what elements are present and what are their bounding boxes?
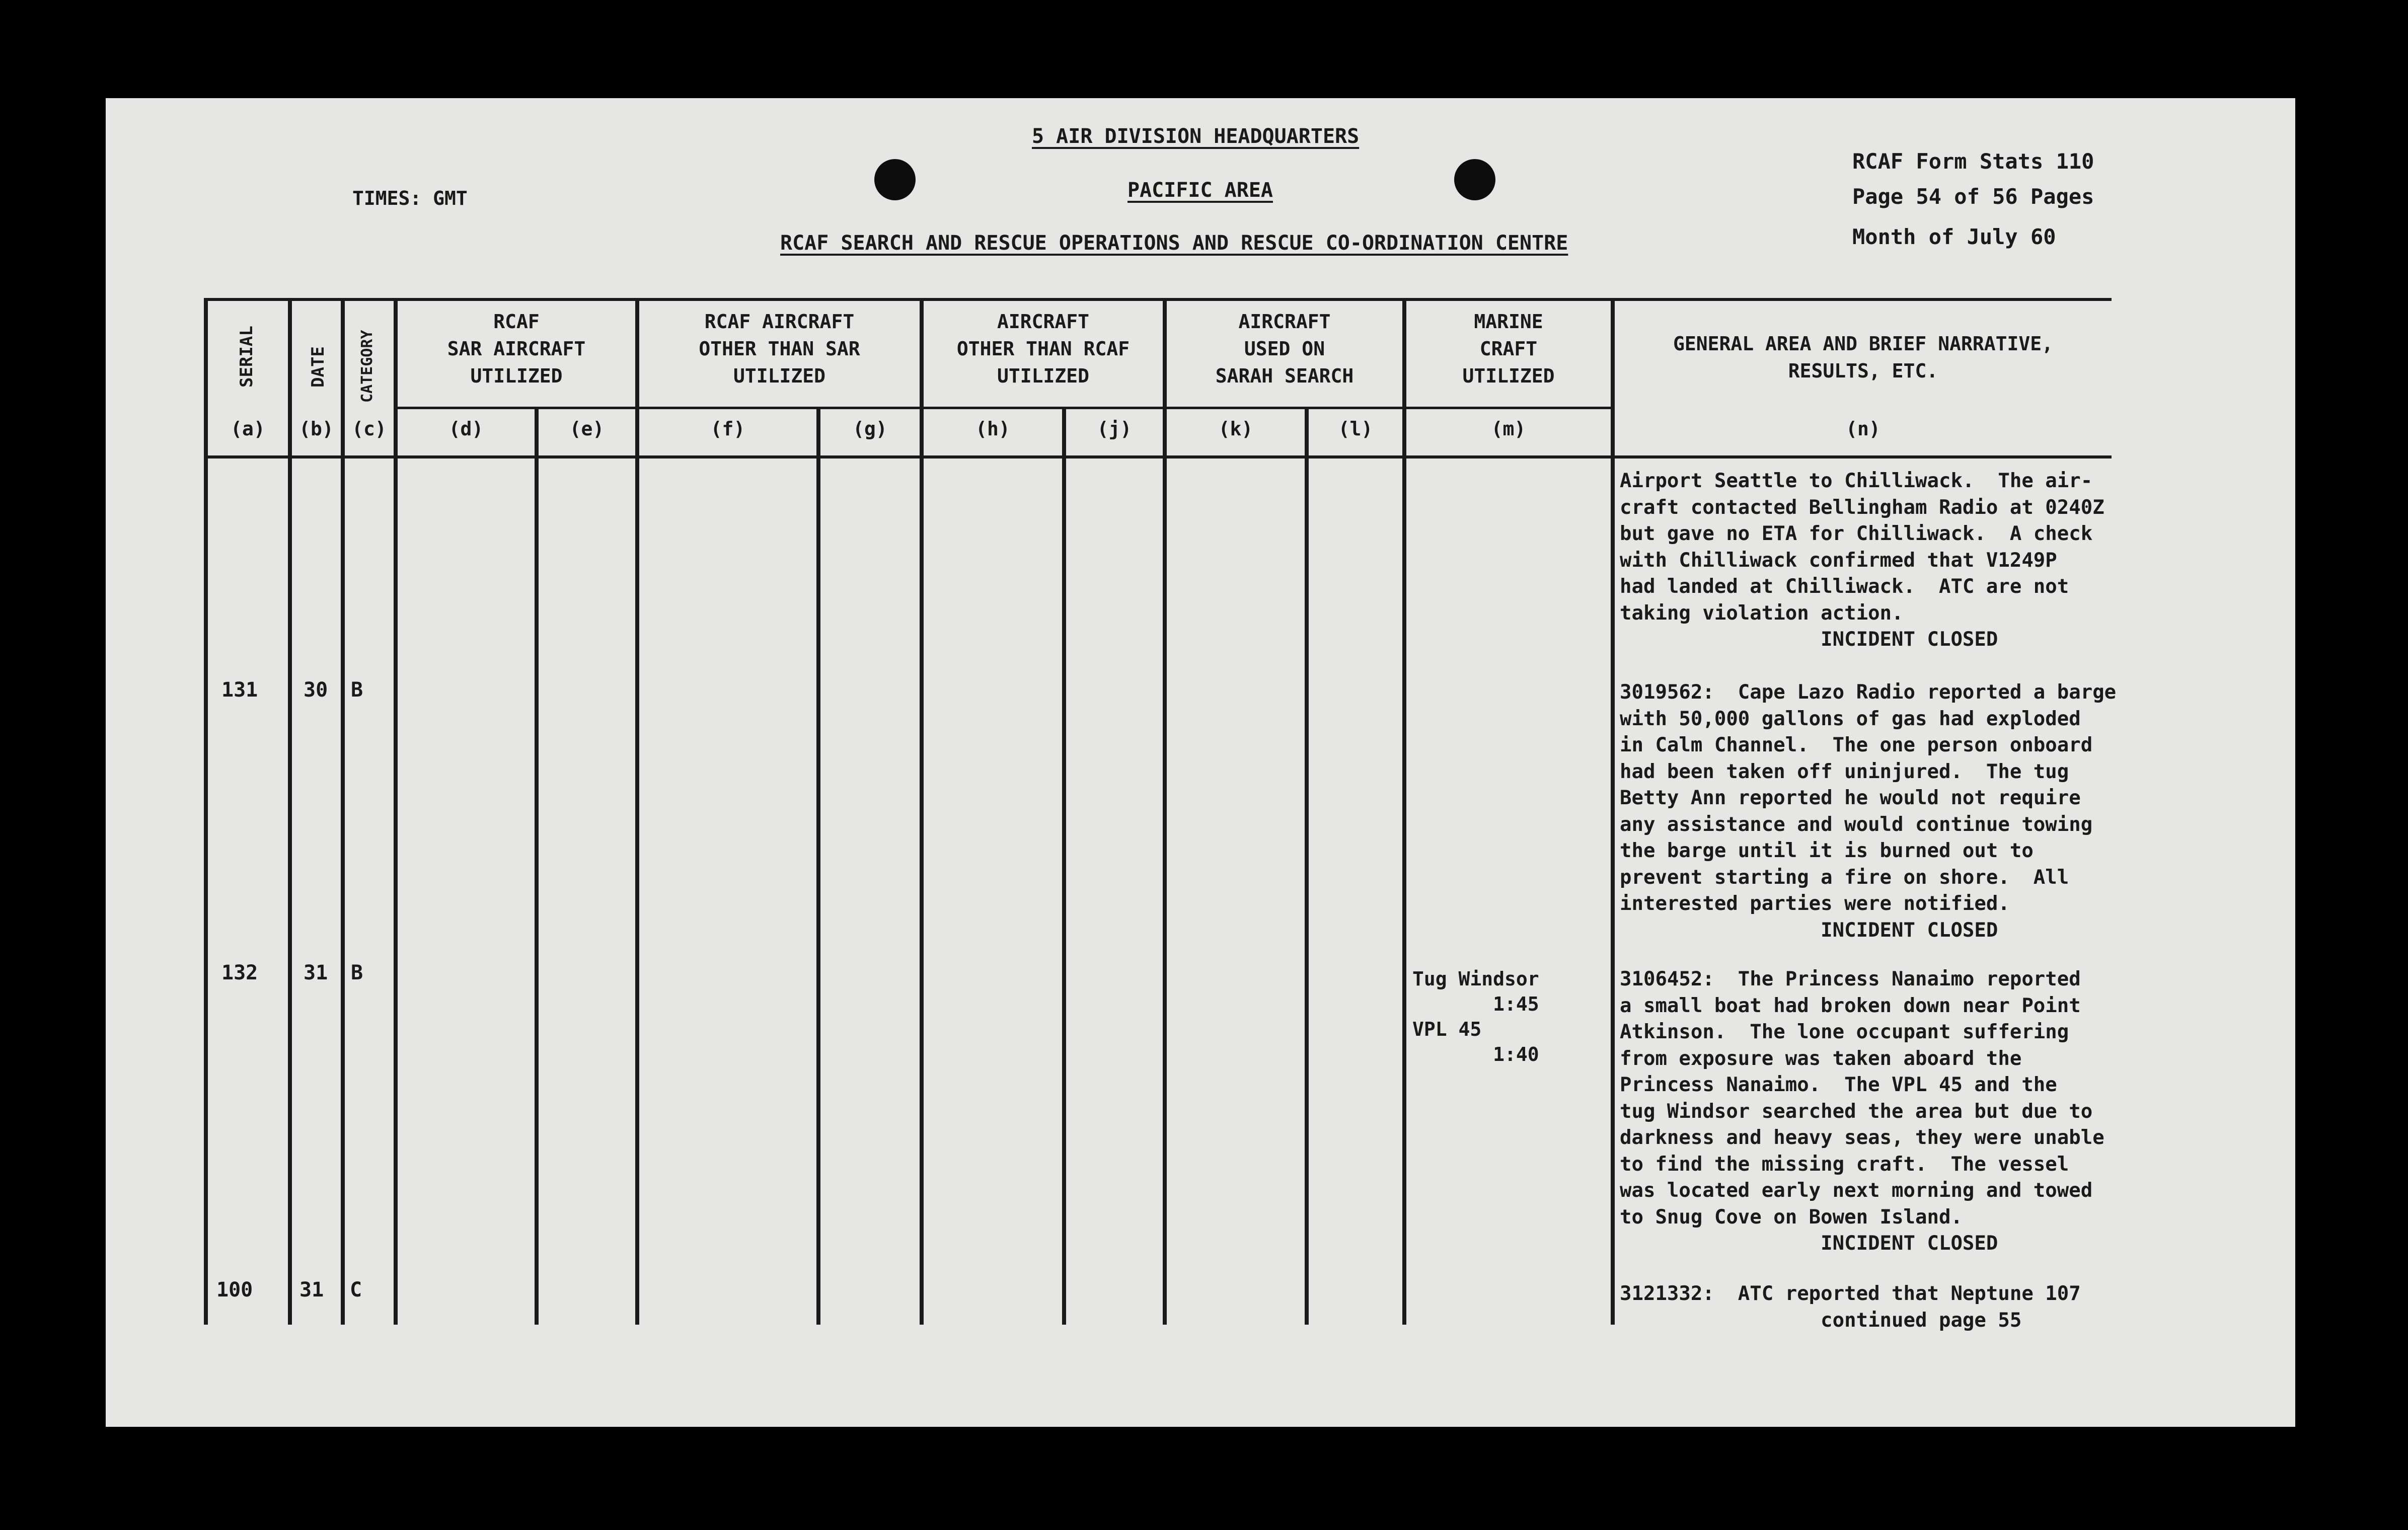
sub-label-m: (m) [1491, 418, 1526, 440]
sub-label-l: (l) [1338, 418, 1373, 440]
table-row-category: C [350, 1278, 362, 1302]
column-header-date: DATE [308, 346, 328, 388]
table-row-date: 30 [304, 678, 328, 702]
table-row-category: B [351, 961, 363, 984]
column-header-rcaf-other: RCAF AIRCRAFT OTHER THAN SAR UTILIZED [699, 311, 860, 387]
sub-label-d: (d) [448, 418, 484, 440]
column-header-sar-aircraft: RCAF SAR AIRCRAFT UTILIZED [447, 311, 586, 387]
table-row-narrative: 3121332: ATC reported that Neptune 107 continued page 55 [1620, 1282, 2081, 1332]
col-rule [204, 298, 208, 1325]
col-rule [535, 407, 539, 1325]
punch-hole-left [874, 159, 916, 200]
sub-label-j: (j) [1097, 418, 1132, 440]
col-rule [816, 407, 820, 1325]
table-row-category: B [351, 678, 363, 702]
sub-label-n: (n) [1846, 418, 1880, 440]
table-row-serial: 131 [221, 678, 258, 702]
column-header-category: CATEGORY [358, 330, 376, 403]
column-header-narrative: GENERAL AREA AND BRIEF NARRATIVE, RESULTS, ETC. [1673, 333, 2053, 382]
sub-label-f: (f) [710, 418, 745, 440]
table-header-divider [398, 407, 1613, 409]
col-rule [1611, 298, 1615, 1325]
column-header-sarah: AIRCRAFT USED ON SARAH SEARCH [1215, 311, 1354, 387]
punch-hole-right [1454, 159, 1495, 200]
table-row-narrative: 3106452: The Princess Nanaimo reported a small boat had broken down near Point Atkinson. The lone occupant suffering from exposure was taken aboard the Princess Nanaimo. The VPL 45 and the tug Windsor searched the area but due to darkness and heavy seas, they were unable to find the missing craft. The vessel was located early next morning and towed to Snug Cove on Bowen Island. INCIDENT CLOSED [1620, 968, 2104, 1255]
col-rule [1402, 298, 1406, 1325]
col-rule [1062, 407, 1066, 1325]
col-rule [394, 298, 398, 1325]
sub-label-b: (b) [299, 418, 334, 440]
table-row-narrative: 3019562: Cape Lazo Radio reported a barge with 50,000 gallons of gas had exploded in Calm Channel. The one person onboard had been taken off uninjured. The tug Betty Ann reported he would not require any assistance and would continue towing the barge until it is burned out to prevent starting a fire on shore. All interested parties were notified. INCIDENT CLOSED [1620, 681, 2117, 942]
month-label: Month of July 60 [1852, 224, 2056, 249]
table-row-narrative: Airport Seattle to Chilliwack. The air- craft contacted Bellingham Radio at 0240Z but gave no ETA for Chilliwack. A check with Chilliwack confirmed that V1249P had landed at Chilliwack. ATC are not taking violation action. INCIDENT CLOSED [1620, 470, 2104, 651]
sub-label-h: (h) [975, 418, 1010, 440]
header-division: 5 AIR DIVISION HEADQUARTERS [1032, 125, 1360, 148]
table-top-rule [204, 298, 2112, 301]
column-header-marine: MARINE CRAFT UTILIZED [1462, 311, 1555, 387]
header-title: RCAF SEARCH AND RESCUE OPERATIONS AND RESCUE CO-ORDINATION CENTRE [780, 232, 1568, 255]
sub-label-g: (g) [853, 418, 887, 440]
sub-label-e: (e) [569, 418, 605, 440]
table-header-bottom-rule [204, 455, 2112, 458]
table-row-marine: Tug Windsor 1:45 VPL 45 1:40 [1412, 968, 1539, 1065]
table-row-date: 31 [299, 1278, 324, 1302]
col-rule [288, 298, 292, 1325]
table-row-serial: 132 [221, 961, 258, 984]
table-row-serial: 100 [216, 1278, 253, 1302]
col-rule [920, 298, 924, 1325]
sub-label-k: (k) [1218, 418, 1253, 440]
col-rule [1305, 407, 1309, 1325]
table-row-date: 31 [304, 961, 328, 984]
page-number: Page 54 of 56 Pages [1852, 184, 2094, 209]
col-rule [635, 298, 639, 1325]
sub-label-a: (a) [231, 418, 265, 440]
col-rule [341, 298, 345, 1325]
sub-label-c: (c) [352, 418, 387, 440]
header-area: PACIFIC AREA [1127, 179, 1273, 202]
col-rule [1163, 298, 1167, 1325]
form-number: RCAF Form Stats 110 [1852, 149, 2094, 174]
column-header-serial: SERIAL [237, 326, 257, 388]
column-header-aircraft-other: AIRCRAFT OTHER THAN RCAF UTILIZED [956, 311, 1130, 387]
times-label: TIMES: GMT [352, 187, 468, 209]
